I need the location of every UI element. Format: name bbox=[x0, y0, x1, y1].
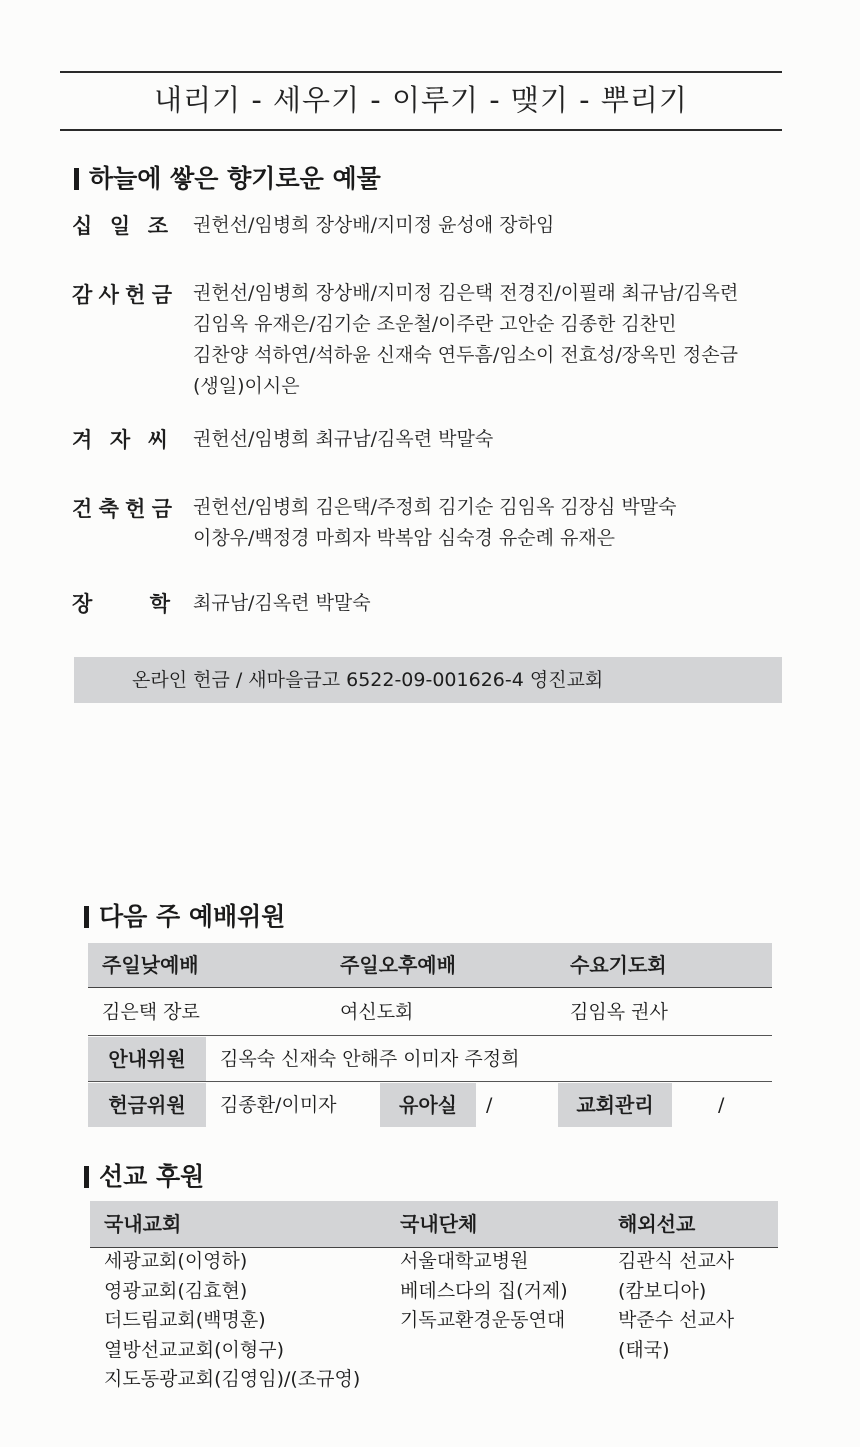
nursery-label: 유아실 bbox=[380, 1083, 476, 1127]
management-value: / bbox=[718, 1094, 725, 1116]
management-label: 교회관리 bbox=[558, 1083, 672, 1127]
worship-leaders-row bbox=[88, 989, 772, 1035]
names-line: 김찬양 석하연/석하윤 신재숙 연두흠/임소이 전효성/장옥민 정손금 bbox=[193, 344, 738, 366]
label-char: 축 bbox=[98, 497, 119, 521]
list-item: 영광교회(김효현) bbox=[104, 1279, 248, 1302]
list-item: 열방선교교회(이형구) bbox=[104, 1338, 285, 1361]
domestic-churches-list bbox=[104, 1247, 360, 1395]
label-char: 헌 bbox=[125, 497, 146, 521]
label-char: 일 bbox=[109, 214, 131, 238]
worship-table-header bbox=[88, 943, 772, 988]
col-sunday-morning: 주일낮예배 bbox=[102, 953, 199, 977]
list-item: (태국) bbox=[618, 1338, 670, 1361]
offerings-heading-text: 하늘에 쌓은 향기로운 예물 bbox=[89, 164, 381, 193]
building-offering-names bbox=[193, 492, 793, 554]
names-line: 권헌선/임병희 최규남/김옥련 박말숙 bbox=[193, 428, 494, 450]
tithe-names bbox=[193, 210, 793, 241]
col-sunday-afternoon: 주일오후예배 bbox=[340, 953, 456, 977]
scholarship-names bbox=[193, 588, 793, 619]
banner-top-rule bbox=[60, 71, 782, 73]
scholarship-label bbox=[72, 589, 170, 619]
label-char: 감 bbox=[72, 283, 93, 307]
label-char: 씨 bbox=[147, 428, 168, 452]
label-char: 자 bbox=[109, 428, 131, 452]
offerings-heading bbox=[74, 162, 381, 196]
label-char: 헌 bbox=[125, 283, 146, 307]
table-divider bbox=[88, 1081, 772, 1082]
label-char: 금 bbox=[151, 497, 172, 521]
mustard-seed-names bbox=[193, 424, 793, 455]
tithe-label bbox=[72, 211, 168, 241]
names-line: 권헌선/임병희 장상배/지미정 윤성애 장하임 bbox=[193, 214, 555, 236]
leader-sunday-afternoon: 여신도회 bbox=[340, 1001, 414, 1023]
mission-heading bbox=[84, 1160, 204, 1194]
section-marker-icon bbox=[84, 906, 89, 928]
overseas-list bbox=[618, 1247, 734, 1365]
usher-names: 김옥숙 신재숙 안해주 이미자 주정희 bbox=[220, 1048, 520, 1070]
label-char: 건 bbox=[72, 497, 93, 521]
label-char: 겨 bbox=[72, 428, 93, 452]
list-item: 베데스다의 집(거제) bbox=[400, 1279, 568, 1302]
names-line: 이창우/백정경 마희자 박복암 심숙경 유순례 유재은 bbox=[193, 527, 616, 549]
list-item: 서울대학교병원 bbox=[400, 1250, 529, 1272]
list-item: (캄보디아) bbox=[618, 1279, 707, 1302]
worship-committee-heading bbox=[84, 900, 285, 934]
names-line: 권헌선/임병희 장상배/지미정 김은택 전경진/이필래 최규남/김옥련 bbox=[193, 282, 739, 304]
thanks-offering-names bbox=[193, 278, 793, 402]
label-char: 십 bbox=[72, 214, 93, 238]
leader-sunday-morning: 김은택 장로 bbox=[102, 1001, 200, 1023]
building-offering-label bbox=[72, 494, 172, 524]
section-marker-icon bbox=[84, 1166, 89, 1188]
thanks-offering-label bbox=[72, 280, 172, 310]
names-line: 권헌선/임병희 김은택/주정희 김기순 김임옥 김장심 박말숙 bbox=[193, 496, 677, 518]
label-char: 학 bbox=[149, 592, 170, 616]
label-char: 조 bbox=[147, 214, 168, 238]
list-item: 김관식 선교사 bbox=[618, 1250, 735, 1272]
mission-table-header bbox=[90, 1201, 778, 1248]
list-item: 지도동광교회(김영임)/(조규영) bbox=[104, 1368, 361, 1390]
table-divider bbox=[88, 1035, 772, 1036]
label-char: 사 bbox=[98, 283, 119, 307]
worship-committee-heading-text: 다음 주 예배위원 bbox=[99, 902, 286, 931]
col-wednesday-prayer: 수요기도회 bbox=[570, 953, 667, 977]
banner-bottom-rule bbox=[60, 129, 782, 131]
names-line: 김임옥 유재은/김기순 조운철/이주란 고안순 김종한 김찬민 bbox=[193, 313, 677, 335]
offering-committee-label: 헌금위원 bbox=[88, 1083, 206, 1127]
leader-wednesday-prayer: 김임옥 권사 bbox=[570, 1001, 668, 1023]
list-item: 기독교환경운동연대 bbox=[400, 1309, 566, 1331]
mustard-seed-label bbox=[72, 425, 168, 455]
section-marker-icon bbox=[74, 168, 79, 190]
offering-committee-names: 김종환/이미자 bbox=[220, 1094, 337, 1116]
online-offering-text: 온라인 헌금 / 새마을금고 6522-09-001626-4 영진교회 bbox=[132, 669, 604, 691]
label-char: 금 bbox=[151, 283, 172, 307]
banner-title: 내리기 - 세우기 - 이루기 - 맺기 - 뿌리기 bbox=[154, 83, 688, 117]
col-domestic-orgs: 국내단체 bbox=[400, 1212, 478, 1236]
mission-heading-text: 선교 후원 bbox=[99, 1162, 205, 1191]
nursery-value: / bbox=[486, 1094, 493, 1116]
list-item: 박준수 선교사 bbox=[618, 1309, 735, 1331]
label-char: 장 bbox=[72, 592, 93, 616]
online-offering-box bbox=[74, 657, 782, 703]
usher-label: 안내위원 bbox=[88, 1037, 206, 1081]
col-overseas: 해외선교 bbox=[618, 1212, 696, 1236]
list-item: 더드림교회(백명훈) bbox=[104, 1309, 266, 1331]
col-domestic-churches: 국내교회 bbox=[104, 1212, 182, 1236]
list-item: 세광교회(이영하) bbox=[104, 1250, 248, 1272]
names-line: 최규남/김옥련 박말숙 bbox=[193, 592, 371, 614]
names-line: (생일)이시은 bbox=[193, 375, 300, 397]
domestic-orgs-list bbox=[400, 1247, 568, 1336]
